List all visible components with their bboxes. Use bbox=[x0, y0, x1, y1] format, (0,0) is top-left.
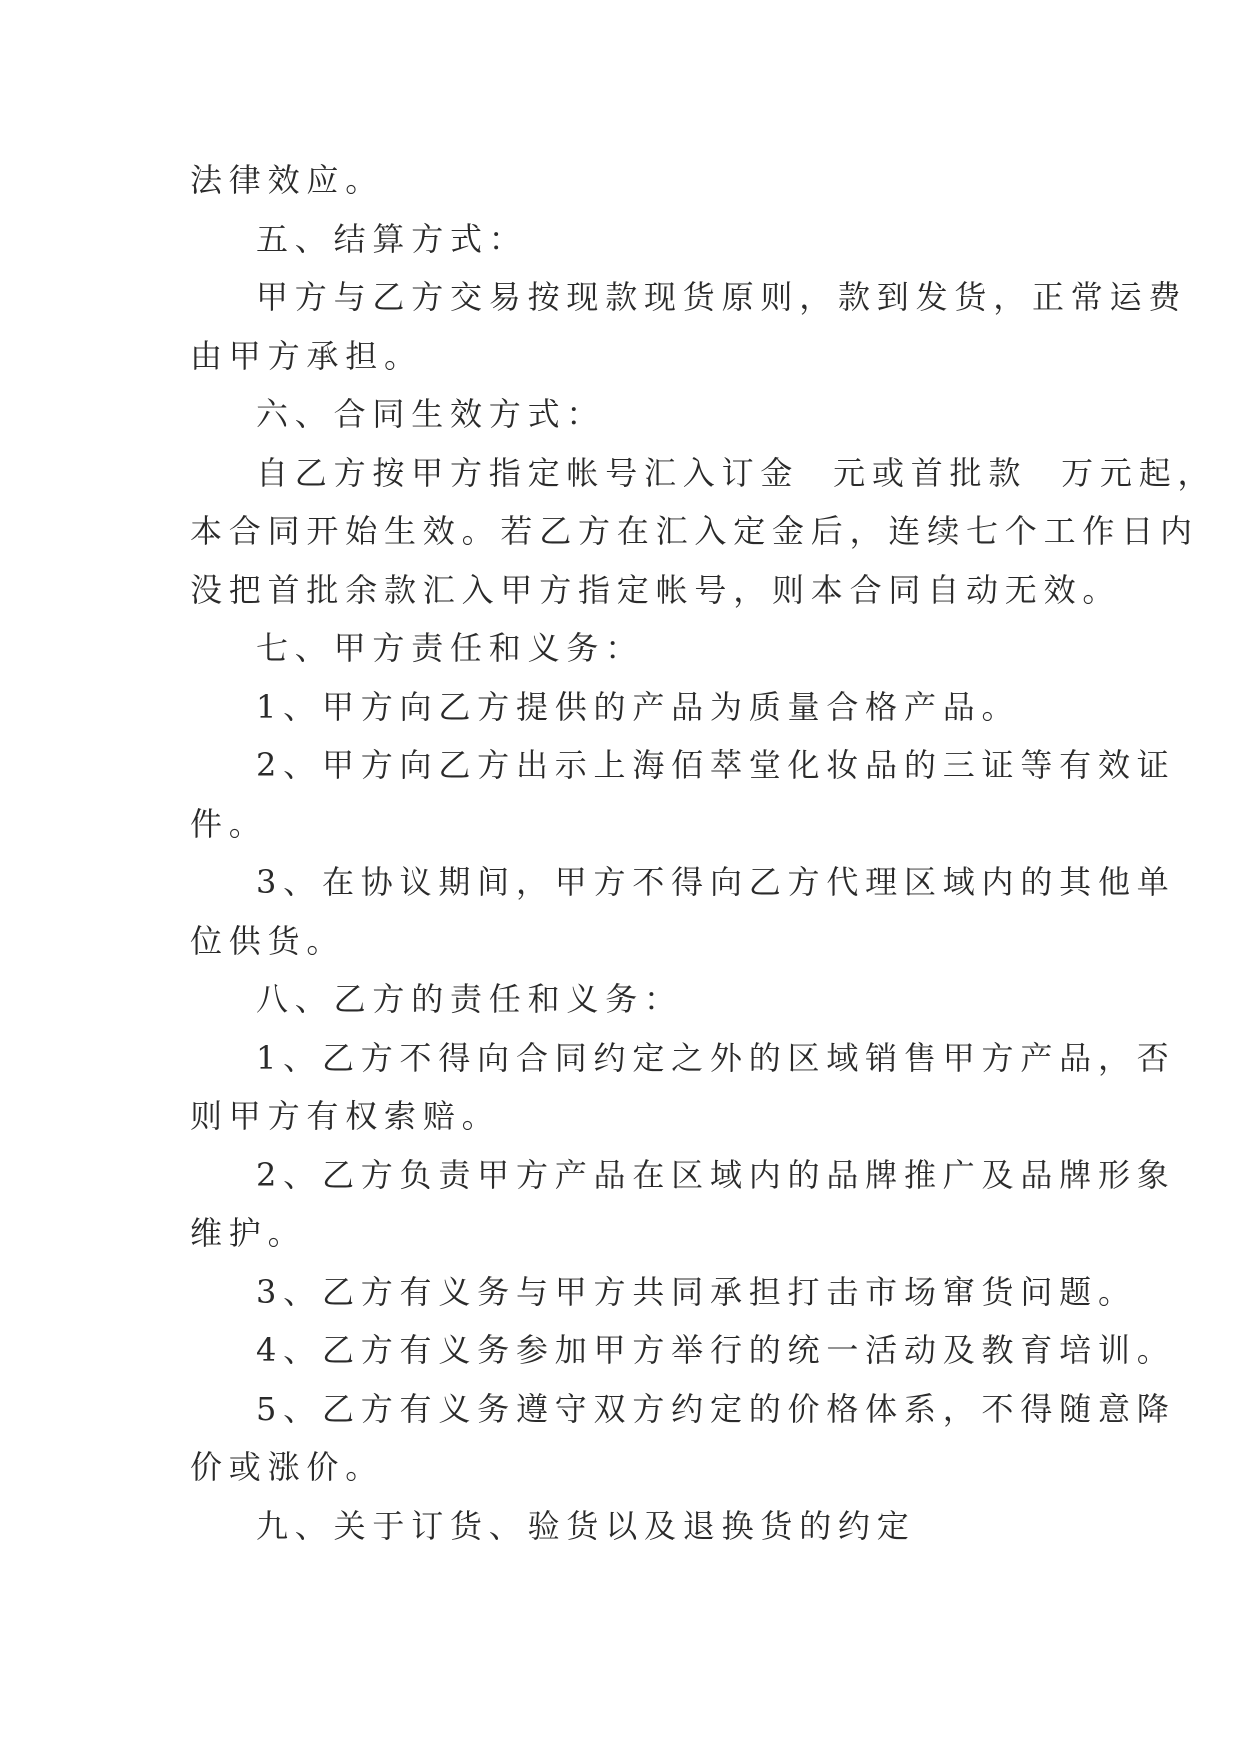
text-line-12: 件。 bbox=[190, 804, 268, 843]
section-heading-effectiveness: 六、合同生效方式： bbox=[256, 395, 606, 433]
text-line-1: 法律效应。 bbox=[190, 161, 385, 199]
text-line-3: 甲方与乙方交易按现款现货原则，款到发货，正常运费 bbox=[256, 278, 1188, 316]
section-heading-party-a: 七、甲方责任和义务： bbox=[256, 629, 645, 667]
text-line-6: 自乙方按甲方指定帐号汇入订金 元或首批款 万元起， bbox=[256, 453, 1217, 492]
text-line-18: 2、乙方负责甲方产品在区域内的品牌推广及品牌形象 bbox=[256, 1155, 1176, 1194]
text-line-16: 1、乙方不得向合同约定之外的区域销售甲方产品，否 bbox=[256, 1038, 1176, 1077]
text-line-22: 5、乙方有义务遵守双方约定的价格体系，不得随意降 bbox=[256, 1389, 1176, 1428]
section-heading-settlement: 五、结算方式： bbox=[256, 219, 528, 258]
contract-body bbox=[190, 151, 1217, 1555]
text-line-20: 3、乙方有义务与甲方共同承担打击市场窜货问题。 bbox=[256, 1272, 1137, 1311]
text-line-14: 位供货。 bbox=[190, 921, 346, 960]
section-heading-party-b: 八、乙方的责任和义务： bbox=[256, 980, 683, 1018]
text-line-23: 价或涨价。 bbox=[190, 1448, 385, 1486]
section-heading-ordering: 九、关于订货、验货以及退换货的约定 bbox=[256, 1506, 916, 1545]
text-line-7: 本合同开始生效。若乙方在汇入定金后，连续七个工作日内 bbox=[190, 512, 1199, 550]
text-line-4: 由甲方承担。 bbox=[190, 336, 423, 375]
text-line-8: 没把首批余款汇入甲方指定帐号，则本合同自动无效。 bbox=[190, 570, 1122, 609]
text-line-21: 4、乙方有义务参加甲方举行的统一活动及教育培训。 bbox=[256, 1331, 1176, 1369]
text-line-13: 3、在协议期间，甲方不得向乙方代理区域内的其他单 bbox=[256, 863, 1176, 901]
text-line-19: 维护。 bbox=[190, 1214, 307, 1252]
text-line-10: 1、甲方向乙方提供的产品为质量合格产品。 bbox=[256, 687, 1021, 726]
text-line-11: 2、甲方向乙方出示上海佰萃堂化妆品的三证等有效证 bbox=[256, 746, 1176, 784]
text-line-17: 则甲方有权索赔。 bbox=[190, 1097, 501, 1135]
